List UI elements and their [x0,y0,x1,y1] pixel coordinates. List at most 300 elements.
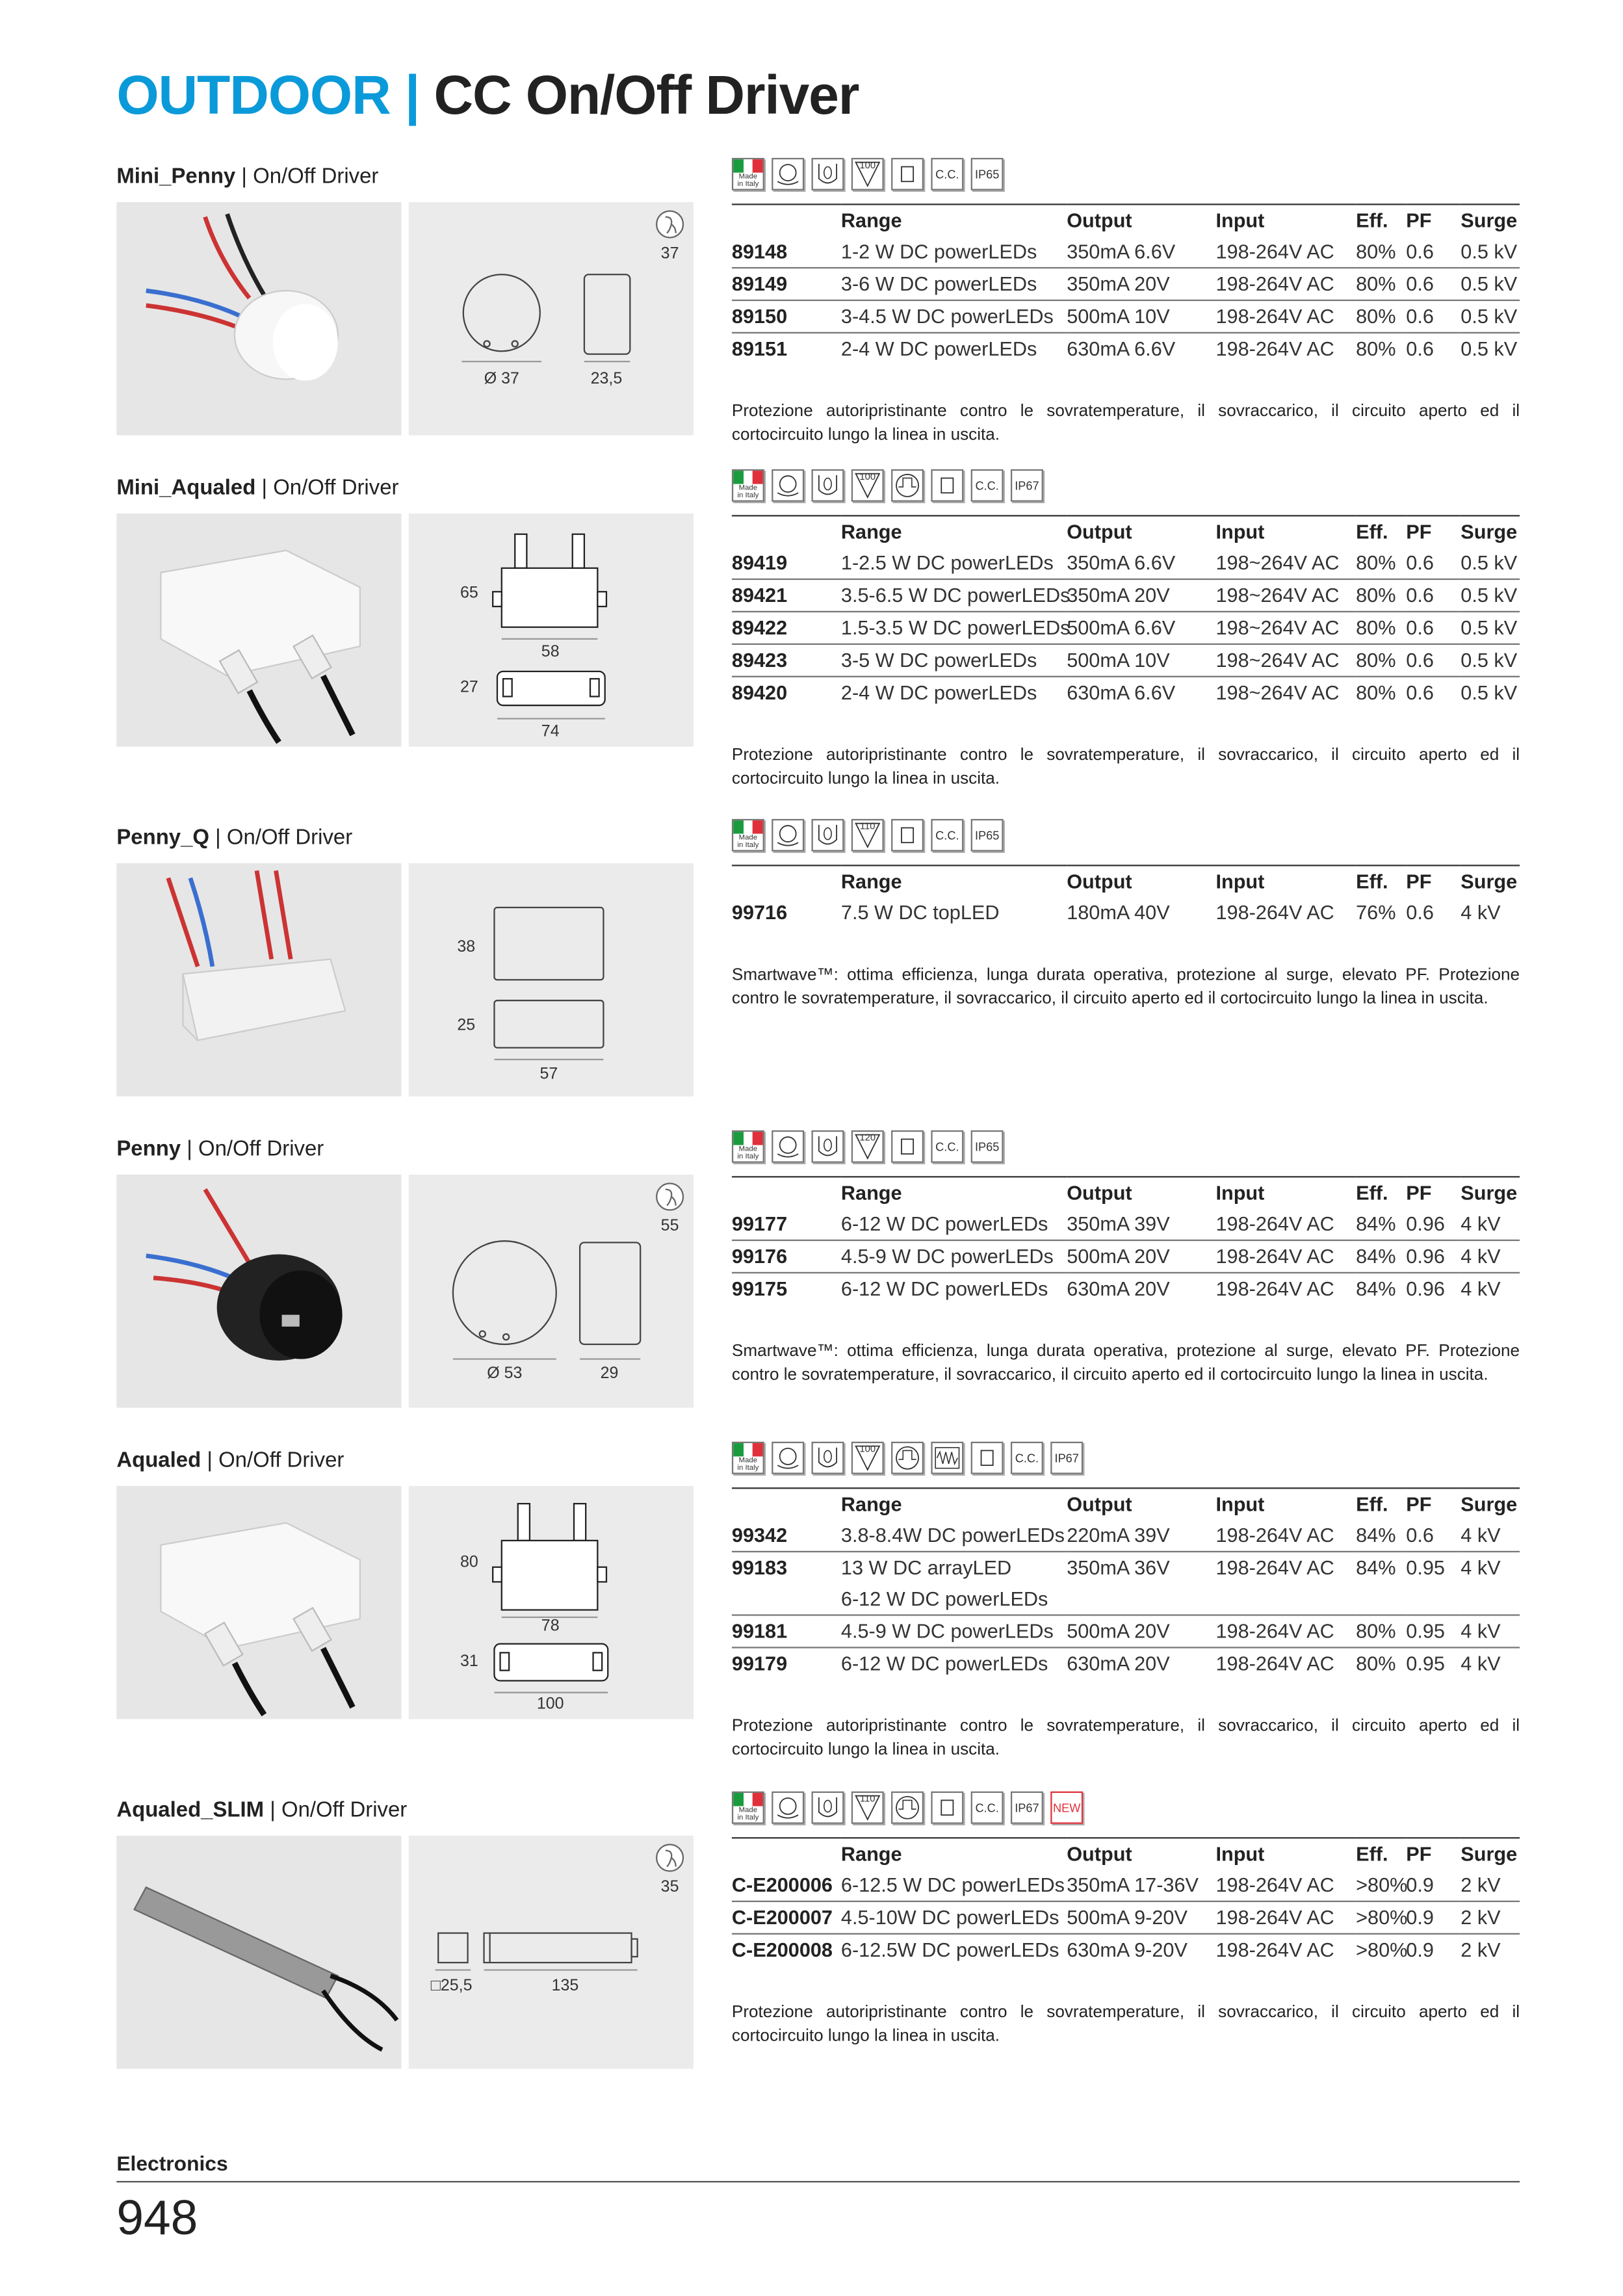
product-title [116,165,378,189]
table-row [732,1934,1520,1966]
product-code: 99181 [731,1620,788,1643]
spec-table [732,1176,1520,1304]
icon-label: C.C. [935,1140,959,1154]
spec-table-body [732,1208,1520,1305]
power-factor: 0.6 [1406,1524,1434,1546]
output: 630mA 20V [1067,1277,1170,1300]
flag-text: in Italy [737,841,759,850]
output [1067,1584,1215,1615]
input: 198-264V AC [1215,1906,1334,1929]
rotate-icon [772,819,804,852]
output: 220mA 39V [1067,1524,1170,1546]
output: 500mA 10V [1067,305,1170,328]
efficiency: 80% [1356,1652,1396,1675]
icon-label: IP65 [974,167,1000,181]
flag-text: in Italy [737,1152,759,1162]
product-code: 99175 [731,1277,788,1300]
spec-table-body [732,897,1520,928]
icon-label: C.C. [975,1801,999,1814]
icon-label: NEW [1052,1801,1081,1814]
input: 198~264V AC [1215,649,1340,672]
dimension-label: 57 [539,1065,558,1084]
input: 198-264V AC [1215,1556,1334,1579]
column-header: Eff. [1356,870,1388,893]
column-header: PF [1406,1493,1432,1516]
made-in-italy-icon [732,158,764,190]
range: 6-12 W DC powerLEDs [840,1652,1048,1675]
dimension-drawing [409,514,694,747]
rotate-icon [772,1442,804,1474]
product-section [0,469,1623,824]
table-row [732,1552,1520,1584]
range: 4.5-9 W DC powerLEDs [840,1245,1054,1268]
product-code: 99716 [731,901,788,924]
output: 350mA 20V [1067,584,1170,607]
range: 3-4.5 W DC powerLEDs [840,305,1054,328]
surge: 0.5 kV [1461,616,1518,639]
power-factor: 0.6 [1406,305,1434,328]
dimension-label: 74 [541,723,560,741]
icon-label: IP67 [1054,1451,1079,1465]
column-header: Output [1067,521,1132,543]
text-icon [1011,469,1043,502]
flag-text: Made [738,1456,758,1466]
table-row [732,268,1520,300]
efficiency: 84% [1356,1556,1396,1579]
power-factor: 0.6 [1406,551,1434,575]
title-divider: | [404,64,420,125]
column-header: Input [1215,1843,1265,1866]
output: 180mA 40V [1067,901,1170,924]
text-icon [1011,1442,1043,1474]
column-header: Input [1215,1493,1265,1516]
product-subtitle: On/Off Driver [281,1799,408,1823]
power-factor: 0.6 [1406,901,1434,924]
column-header: Range [840,1182,902,1205]
product-photo [116,1486,401,1719]
column-header: Eff. [1356,1493,1388,1516]
bulb-icon [812,1792,844,1824]
output: 500mA 20V [1067,1620,1170,1643]
power-factor: 0.6 [1406,616,1434,639]
flag-text: in Italy [737,179,759,189]
product-title-divider: | [241,165,247,189]
surge: 4 kV [1461,1556,1501,1579]
product-subtitle: On/Off Driver [226,826,353,850]
spec-table-header [732,1488,1520,1520]
product-title [116,1799,407,1822]
product-code: 89422 [731,616,788,639]
column-header: PF [1406,1843,1432,1866]
made-in-italy-icon [732,1792,764,1824]
table-row [732,897,1520,928]
efficiency: 76% [1356,901,1396,924]
range: 7.5 W DC topLED [840,901,1000,924]
certification-icons [732,1442,1520,1473]
product-section [0,1442,1623,1796]
efficiency: >80% [1356,1938,1408,1961]
column-header [732,515,841,547]
dimension-label: 58 [541,643,560,661]
table-row [732,547,1520,579]
surge: 4 kV [1461,1245,1501,1268]
power-factor: 0.6 [1406,241,1434,263]
power-factor: 0.95 [1406,1556,1445,1579]
range: 6-12 W DC powerLEDs [840,1277,1048,1300]
icon-label: IP67 [1015,1801,1039,1814]
circle-icon [891,1442,924,1474]
surge: 0.5 kV [1461,241,1518,263]
icon-label: C.C. [935,167,959,181]
header-row [732,865,1520,897]
table-row [732,333,1520,365]
dimension-label: 38 [457,938,476,956]
text-icon [971,1130,1004,1163]
power-factor: 0.6 [1406,337,1434,360]
text-icon [971,819,1004,852]
column-header [732,204,841,236]
spec-table [732,203,1520,364]
flag-text: Made [738,172,758,182]
product-code: 99177 [731,1212,788,1235]
title-text: CC On/Off Driver [434,64,859,125]
column-header [732,1838,841,1870]
power-factor: 0.96 [1406,1212,1445,1235]
table-row [732,300,1520,333]
square-icon [891,819,924,852]
column-header: Output [1067,1182,1132,1205]
text-icon [971,158,1004,190]
efficiency: 80% [1356,584,1396,607]
bulb-icon [812,1442,844,1474]
circle-icon [891,1792,924,1824]
icon-label: IP65 [974,828,1000,842]
input: 198~264V AC [1215,584,1340,607]
range: 6-12.5 W DC powerLEDs [840,1873,1065,1896]
column-header: Range [840,521,902,543]
output: 350mA 17-36V [1067,1873,1199,1896]
rotate-icon [772,1792,804,1824]
column-header: Input [1215,1182,1265,1205]
table-row [732,1615,1520,1648]
column-header [732,1488,841,1520]
product-code: C-E200007 [731,1906,833,1929]
range: 3-6 W DC powerLEDs [840,272,1037,295]
dimension-drawing [409,1836,694,2069]
dimension-label: 27 [460,679,478,697]
product-title-divider: | [207,1449,213,1473]
product-code: 89149 [731,272,788,295]
circle-icon [891,469,924,502]
range: 4.5-9 W DC powerLEDs [840,1620,1054,1643]
flag-text: in Italy [737,491,759,501]
surge: 0.5 kV [1461,337,1518,360]
column-header: Surge [1461,1182,1518,1205]
page-title [116,65,859,127]
header-row [732,1488,1520,1520]
dimension-drawing [409,1175,694,1408]
table-row [732,1901,1520,1934]
power-factor: 0.6 [1406,681,1434,704]
product-title-divider: | [261,476,268,501]
power-factor: 0.6 [1406,584,1434,607]
surge: 0.5 kV [1461,584,1518,607]
output: 630mA 9-20V [1067,1938,1188,1961]
table-row [732,612,1520,644]
product-code: 99342 [731,1524,788,1546]
page-number: 948 [116,2189,198,2245]
efficiency: 80% [1356,272,1396,295]
range: 3.8-8.4W DC powerLEDs [840,1524,1065,1546]
flag-text: Made [738,833,758,843]
triangle-icon [851,1130,884,1163]
column-header: PF [1406,209,1432,232]
efficiency: 84% [1356,1245,1396,1268]
dimension-outline [409,1175,694,1408]
power-factor: 0.96 [1406,1245,1445,1268]
surge: 2 kV [1461,1873,1501,1896]
column-header: Range [840,1843,902,1866]
surge: 4 kV [1461,1620,1501,1643]
product-name: Penny_Q [116,826,210,850]
square-icon [891,158,924,190]
triangle-label: 100 [859,472,876,483]
product-subtitle: On/Off Driver [253,165,379,189]
product-specs [732,1442,1520,1762]
product-title-divider: | [215,826,221,850]
efficiency: 80% [1356,241,1396,263]
input: 198-264V AC [1215,901,1334,924]
product-code: 89150 [731,305,788,328]
dimension-label: 29 [600,1364,619,1383]
input: 198~264V AC [1215,551,1340,575]
product-title [116,476,398,500]
dimension-label: 78 [541,1617,560,1636]
bulb-icon [812,158,844,190]
input: 198-264V AC [1215,1938,1334,1961]
product-section [0,819,1623,1173]
dimension-label: □25,5 [430,1977,473,1996]
table-row [732,1273,1520,1305]
efficiency: 80% [1356,1620,1396,1643]
dimension-label: 65 [460,584,478,603]
input: 198~264V AC [1215,616,1340,639]
flag-text: in Italy [737,1813,759,1823]
spec-table-body [732,1870,1520,1966]
text-icon [971,1792,1004,1824]
bulb-icon [812,1130,844,1163]
column-header: Input [1215,870,1265,893]
output: 350mA 20V [1067,272,1170,295]
product-specs [732,819,1520,1011]
dimension-label: 31 [460,1652,478,1671]
text-icon [1050,1442,1083,1474]
bulb-icon [812,819,844,852]
output: 500mA 10V [1067,649,1170,672]
icon-label: IP65 [974,1140,1000,1154]
table-row [732,1647,1520,1679]
spec-table [732,515,1520,708]
product-photo-drawing [116,1836,401,2069]
spec-table-body [732,1520,1520,1679]
column-header: Output [1067,1843,1132,1866]
range: 1-2.5 W DC powerLEDs [840,551,1054,575]
column-header: Range [840,1493,902,1516]
new-icon [1050,1792,1083,1824]
spec-table [732,865,1520,928]
dimension-label: 100 [536,1695,564,1714]
product-code: 89420 [731,681,788,704]
flag-text: Made [738,1806,758,1816]
efficiency: >80% [1356,1873,1408,1896]
product-name: Penny [116,1138,181,1162]
product-description: Protezione autoripristinante contro le sovratemperature, il sovraccarico, il circuito aperto ed il cortocircuito lungo la linea in uscita. [731,402,1520,445]
power-factor: 0.6 [1406,649,1434,672]
spec-table-header [732,1838,1520,1870]
product-description: Protezione autoripristinante contro le sovratemperature, il sovraccarico, il circuito aperto ed il cortocircuito lungo la linea in uscita. [731,1717,1520,1759]
efficiency: 84% [1356,1524,1396,1546]
dimension-label: 37 [660,244,679,263]
dimension-label: Ø 37 [484,370,519,389]
efficiency: 80% [1356,305,1396,328]
square-icon [891,1130,924,1163]
efficiency: 84% [1356,1212,1396,1235]
power-factor: 0.96 [1406,1277,1445,1300]
header-row [732,1177,1520,1208]
product-code: 89148 [731,241,788,263]
surge: 0.5 kV [1461,551,1518,575]
text-icon [931,158,963,190]
product-specs [732,158,1520,447]
triangle-label: 110 [859,1794,876,1805]
table-row [732,579,1520,612]
column-header: Input [1215,521,1265,543]
efficiency: 80% [1356,551,1396,575]
column-header: PF [1406,870,1432,893]
product-title [116,1449,344,1472]
output: 500mA 20V [1067,1245,1170,1268]
square-icon [931,1792,963,1824]
surge [1461,1584,1520,1615]
wave-icon [931,1442,963,1474]
column-header: Range [840,870,902,893]
spec-table-header [732,865,1520,897]
column-header: Eff. [1356,1843,1388,1866]
product-name: Mini_Penny [116,165,236,189]
column-header: PF [1406,1182,1432,1205]
input: 198-264V AC [1215,337,1334,360]
power-factor: 0.9 [1406,1906,1434,1929]
dimension-outline [409,1836,694,2069]
product-title-divider: | [270,1799,276,1823]
triangle-icon [851,1792,884,1824]
product-section [0,1792,1623,2146]
output: 630mA 6.6V [1067,681,1176,704]
spec-table [732,1837,1520,1965]
header-row [732,1838,1520,1870]
range: 2-4 W DC powerLEDs [840,681,1037,704]
flag-text: Made [738,1145,758,1155]
dimension-outline [409,202,694,436]
product-photo [116,863,401,1097]
product-section [0,1130,1623,1485]
surge: 4 kV [1461,901,1501,924]
dimension-label: Ø 53 [487,1364,523,1383]
table-row [732,644,1520,677]
spec-table-body [732,547,1520,708]
input: 198-264V AC [1215,1652,1334,1675]
rotate-icon [772,469,804,502]
column-header: Input [1215,209,1265,232]
triangle-icon [851,158,884,190]
dimension-label: 80 [460,1554,478,1572]
product-photo [116,202,401,436]
product-code: C-E200008 [731,1938,833,1961]
triangle-label: 120 [859,1133,876,1144]
flag-text: Made [738,484,758,493]
output: 350mA 6.6V [1067,551,1176,575]
input: 198-264V AC [1215,1620,1334,1643]
footer-divider [116,2181,1520,2182]
made-in-italy-icon [732,469,764,502]
dimension-drawing [409,202,694,436]
made-in-italy-icon [732,1442,764,1474]
product-subtitle: On/Off Driver [218,1449,344,1473]
triangle-label: 100 [859,1444,876,1455]
input: 198-264V AC [1215,1245,1334,1268]
square-icon [971,1442,1004,1474]
product-title-divider: | [187,1138,192,1162]
surge: 2 kV [1461,1906,1501,1929]
triangle-icon [851,819,884,852]
output: 630mA 6.6V [1067,337,1176,360]
power-factor: 0.6 [1406,272,1434,295]
product-code: 89151 [731,337,788,360]
footer-section-label: Electronics [116,2151,228,2175]
range: 6-12 W DC powerLEDs [840,1212,1048,1235]
column-header [732,1177,841,1208]
spec-table [732,1487,1520,1679]
surge: 0.5 kV [1461,305,1518,328]
rotate-icon [772,158,804,190]
text-icon [931,1130,963,1163]
dimension-label: 55 [660,1217,679,1235]
efficiency: 80% [1356,337,1396,360]
triangle-label: 100 [859,161,876,172]
range: 6-12.5W DC powerLEDs [840,1938,1059,1961]
range: 3-5 W DC powerLEDs [840,649,1037,672]
efficiency: 80% [1356,681,1396,704]
product-code [732,1584,841,1615]
efficiency: 80% [1356,649,1396,672]
product-photo-drawing [116,1486,401,1719]
bulb-icon [812,469,844,502]
product-code: C-E200006 [731,1873,833,1896]
icon-label: C.C. [935,828,959,842]
table-row [732,1208,1520,1240]
triangle-icon [851,1442,884,1474]
column-header: Output [1067,1493,1132,1516]
range: 3.5-6.5 W DC powerLEDs [840,584,1071,607]
dimension-label: 23,5 [590,370,623,389]
surge: 2 kV [1461,1938,1501,1961]
surge: 0.5 kV [1461,649,1518,672]
surge: 0.5 kV [1461,681,1518,704]
spec-table-header [732,1177,1520,1208]
product-name: Aqualed_SLIM [116,1799,265,1823]
column-header: Output [1067,870,1132,893]
efficiency: >80% [1356,1906,1408,1929]
